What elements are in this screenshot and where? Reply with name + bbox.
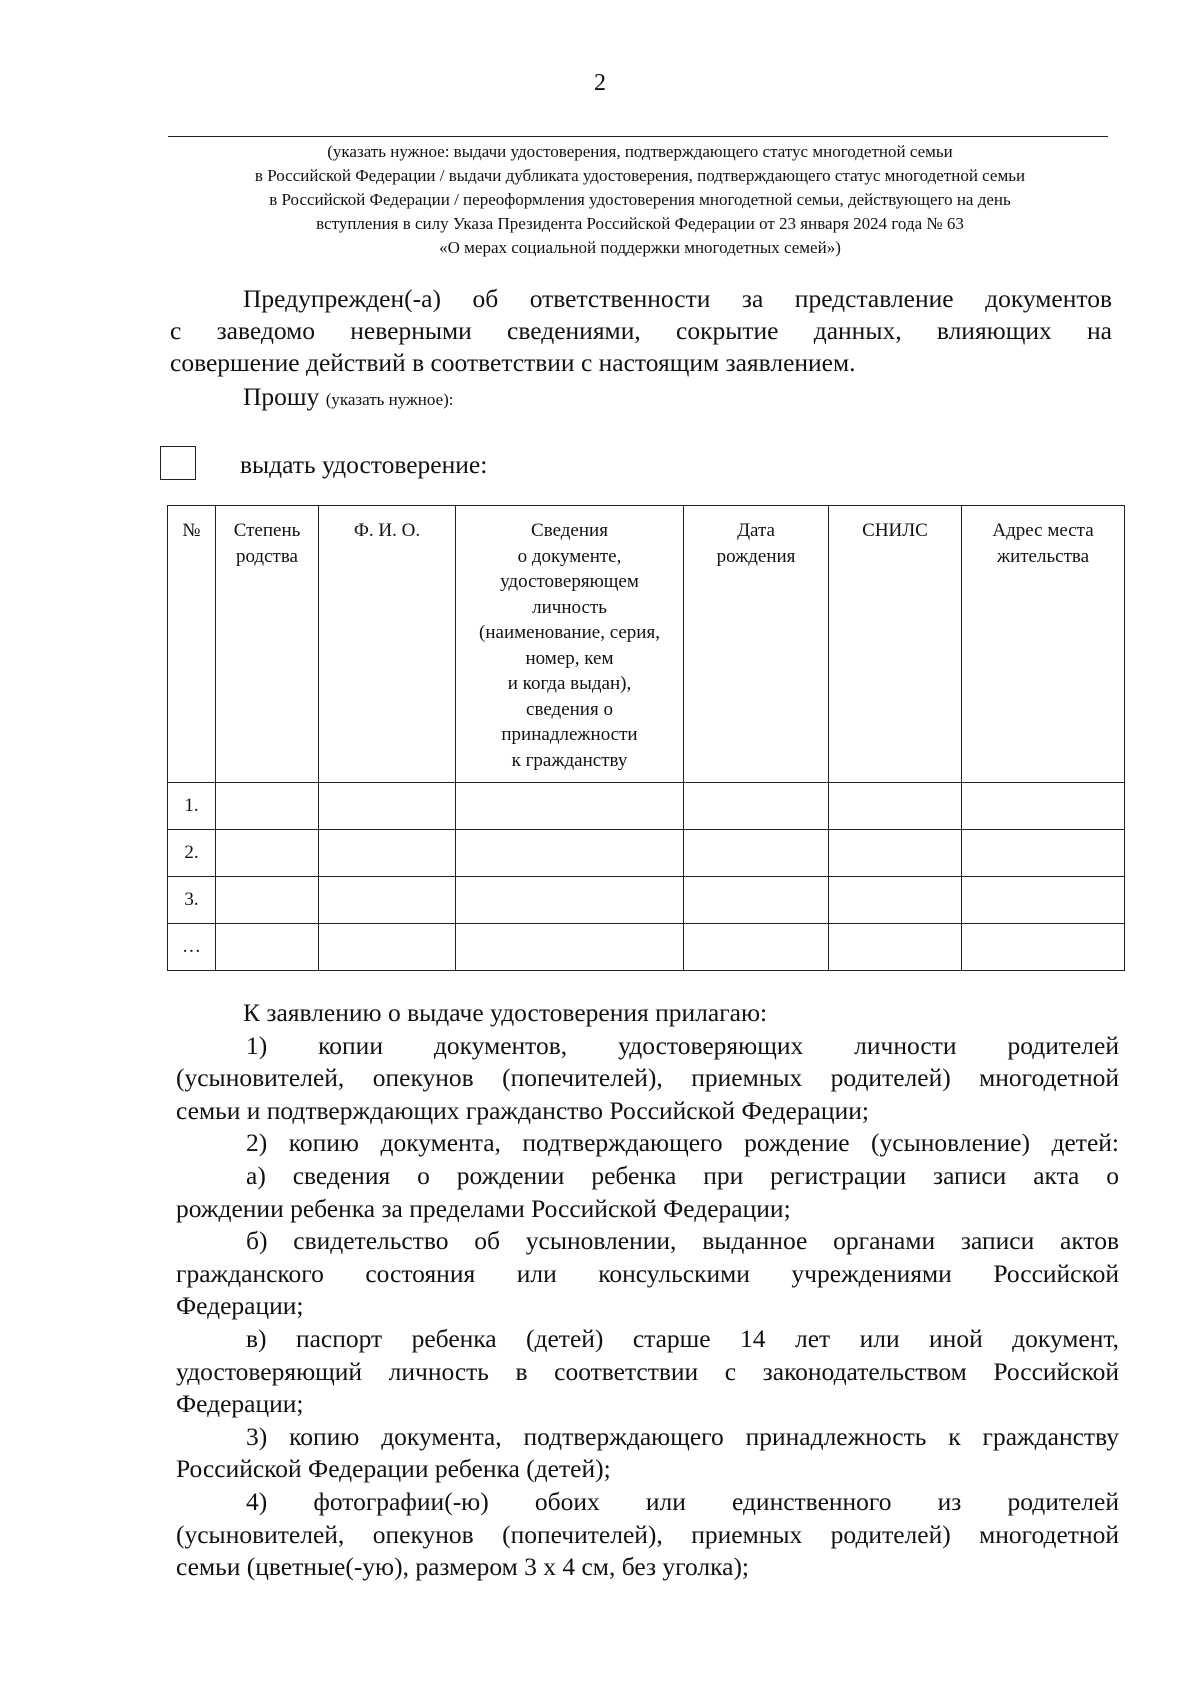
header-text: принадлежности xyxy=(501,724,638,745)
attachment-line: б) свидетельство об усыновлении, выданное органами записи актов xyxy=(246,1226,1119,1256)
header-note xyxy=(160,140,1120,260)
attachments-heading: К заявлению о выдаче удостоверения прилагаю: xyxy=(243,998,768,1027)
col-header-full-name xyxy=(319,506,456,783)
warning-line: Предупрежден(-а) об ответственности за представление документов xyxy=(243,284,1112,313)
attachment-line: 2) копию документа, подтверждающего рождение (усыновление) детей: xyxy=(246,1128,1119,1158)
attachment-line: рождении ребенка за пределами Российской Федерации; xyxy=(176,1193,791,1223)
row-number: 3. xyxy=(168,877,216,924)
address-cell[interactable] xyxy=(962,783,1125,830)
header-note-line: (указать нужное: выдачи удостоверения, подтверждающего статус многодетной семьи xyxy=(327,142,953,161)
header-text: Сведения xyxy=(531,520,608,541)
snils-cell[interactable] xyxy=(829,877,962,924)
page-number: 2 xyxy=(594,70,606,96)
table-row xyxy=(168,830,1125,877)
attachment-line: (усыновителей, опекунов (попечителей), приемных родителей) многодетной xyxy=(176,1063,1119,1093)
id-document-cell[interactable] xyxy=(456,830,684,877)
header-note-line: «О мерах социальной поддержки многодетных семей») xyxy=(439,238,841,257)
relation-cell[interactable] xyxy=(216,830,319,877)
birth-date-cell[interactable] xyxy=(684,924,829,971)
header-text: удостоверяющем xyxy=(500,571,639,592)
header-text: и когда выдан), xyxy=(507,673,632,694)
attachments-list xyxy=(176,997,1119,1584)
snils-cell[interactable] xyxy=(829,830,962,877)
header-text: № xyxy=(182,520,201,541)
full-name-cell[interactable] xyxy=(319,830,456,877)
col-header-relation xyxy=(216,506,319,783)
snils-cell[interactable] xyxy=(829,924,962,971)
header-text: о документе, xyxy=(517,545,622,567)
header-text: к гражданству xyxy=(511,749,628,771)
col-header-snils xyxy=(829,506,962,783)
warning-line: с заведомо неверными сведениями, сокрытие данных, влияющих на xyxy=(170,316,1112,345)
col-header-address xyxy=(962,506,1125,783)
header-text: Ф. И. О. xyxy=(353,520,421,541)
relation-cell[interactable] xyxy=(216,924,319,971)
full-name-cell[interactable] xyxy=(319,924,456,971)
header-text: Адрес места xyxy=(992,520,1094,541)
table-row xyxy=(168,783,1125,830)
fill-in-line xyxy=(168,136,1108,137)
attachment-line: семьи и подтверждающих гражданство Российской Федерации; xyxy=(176,1095,869,1125)
full-name-cell[interactable] xyxy=(319,877,456,924)
attachment-line: а) сведения о рождении ребенка при регистрации записи акта о xyxy=(246,1160,1119,1190)
request-line xyxy=(243,382,454,412)
id-document-cell[interactable] xyxy=(456,783,684,830)
row-number: 1. xyxy=(168,783,216,830)
header-text: личность xyxy=(532,596,607,618)
header-note-line: в Российской Федерации / выдачи дубликата удостоверения, подтверждающего статус многодетной семьи xyxy=(254,166,1026,185)
header-text: сведения о xyxy=(526,698,613,720)
issue-certificate-label: выдать удостоверение: xyxy=(240,450,488,479)
family-members-table xyxy=(167,505,1125,971)
attachment-line: 3) копию документа, подтверждающего принадлежность к гражданству xyxy=(246,1421,1119,1451)
attachment-line: удостоверяющий личность в соответствии с законодательством Российской xyxy=(176,1356,1119,1386)
relation-cell[interactable] xyxy=(216,783,319,830)
attachment-line: Федерации; xyxy=(176,1389,304,1419)
header-note-line: в Российской Федерации / переоформления удостоверения многодетной семьи, действующего на день xyxy=(269,190,1011,209)
attachment-line: 1) копии документов, удостоверяющих личности родителей xyxy=(246,1030,1119,1060)
col-header-birth-date xyxy=(684,506,829,783)
attachment-line: семьи (цветные(-ую), размером 3 x 4 см, без уголка); xyxy=(176,1552,750,1582)
attachment-line: гражданского состояния или консульскими учреждениями Российской xyxy=(176,1258,1119,1288)
request-hint: (указать нужное): xyxy=(325,390,454,409)
address-cell[interactable] xyxy=(962,877,1125,924)
row-number: … xyxy=(168,924,216,971)
attachment-line: Российской Федерации ребенка (детей); xyxy=(176,1454,611,1484)
attachment-line: Федерации; xyxy=(176,1291,304,1321)
attachment-line: 4) фотографии(-ю) обоих или единственного из родителей xyxy=(246,1486,1119,1516)
address-cell[interactable] xyxy=(962,924,1125,971)
table-row xyxy=(168,924,1125,971)
address-cell[interactable] xyxy=(962,830,1125,877)
header-text: жительства xyxy=(996,545,1090,567)
row-number: 2. xyxy=(168,830,216,877)
full-name-cell[interactable] xyxy=(319,783,456,830)
relation-cell[interactable] xyxy=(216,877,319,924)
header-text: СНИЛС xyxy=(862,520,928,541)
id-document-cell[interactable] xyxy=(456,924,684,971)
birth-date-cell[interactable] xyxy=(684,783,829,830)
request-label: Прошу xyxy=(243,382,320,411)
birth-date-cell[interactable] xyxy=(684,877,829,924)
warning-line: совершение действий в соответствии с настоящим заявлением. xyxy=(170,348,856,377)
table-header-row xyxy=(168,506,1125,783)
id-document-cell[interactable] xyxy=(456,877,684,924)
liability-warning xyxy=(170,283,1112,379)
birth-date-cell[interactable] xyxy=(684,830,829,877)
header-text: родства xyxy=(235,545,298,567)
attachment-line: (усыновителей, опекунов (попечителей), приемных родителей) многодетной xyxy=(176,1519,1119,1549)
header-text: Дата xyxy=(737,520,775,541)
header-text: номер, кем xyxy=(525,647,614,669)
attachment-line: в) паспорт ребенка (детей) старше 14 лет или иной документ, xyxy=(246,1323,1119,1353)
issue-certificate-checkbox[interactable] xyxy=(160,446,196,480)
col-header-number xyxy=(168,506,216,783)
header-text: (наименование, серия, xyxy=(479,622,660,643)
col-header-id-document xyxy=(456,506,684,783)
snils-cell[interactable] xyxy=(829,783,962,830)
header-text: рождения xyxy=(716,545,796,567)
table-row xyxy=(168,877,1125,924)
header-note-line: вступления в силу Указа Президента Российской Федерации от 23 января 2024 года № 63 xyxy=(316,214,964,233)
header-text: Степень xyxy=(233,520,301,541)
